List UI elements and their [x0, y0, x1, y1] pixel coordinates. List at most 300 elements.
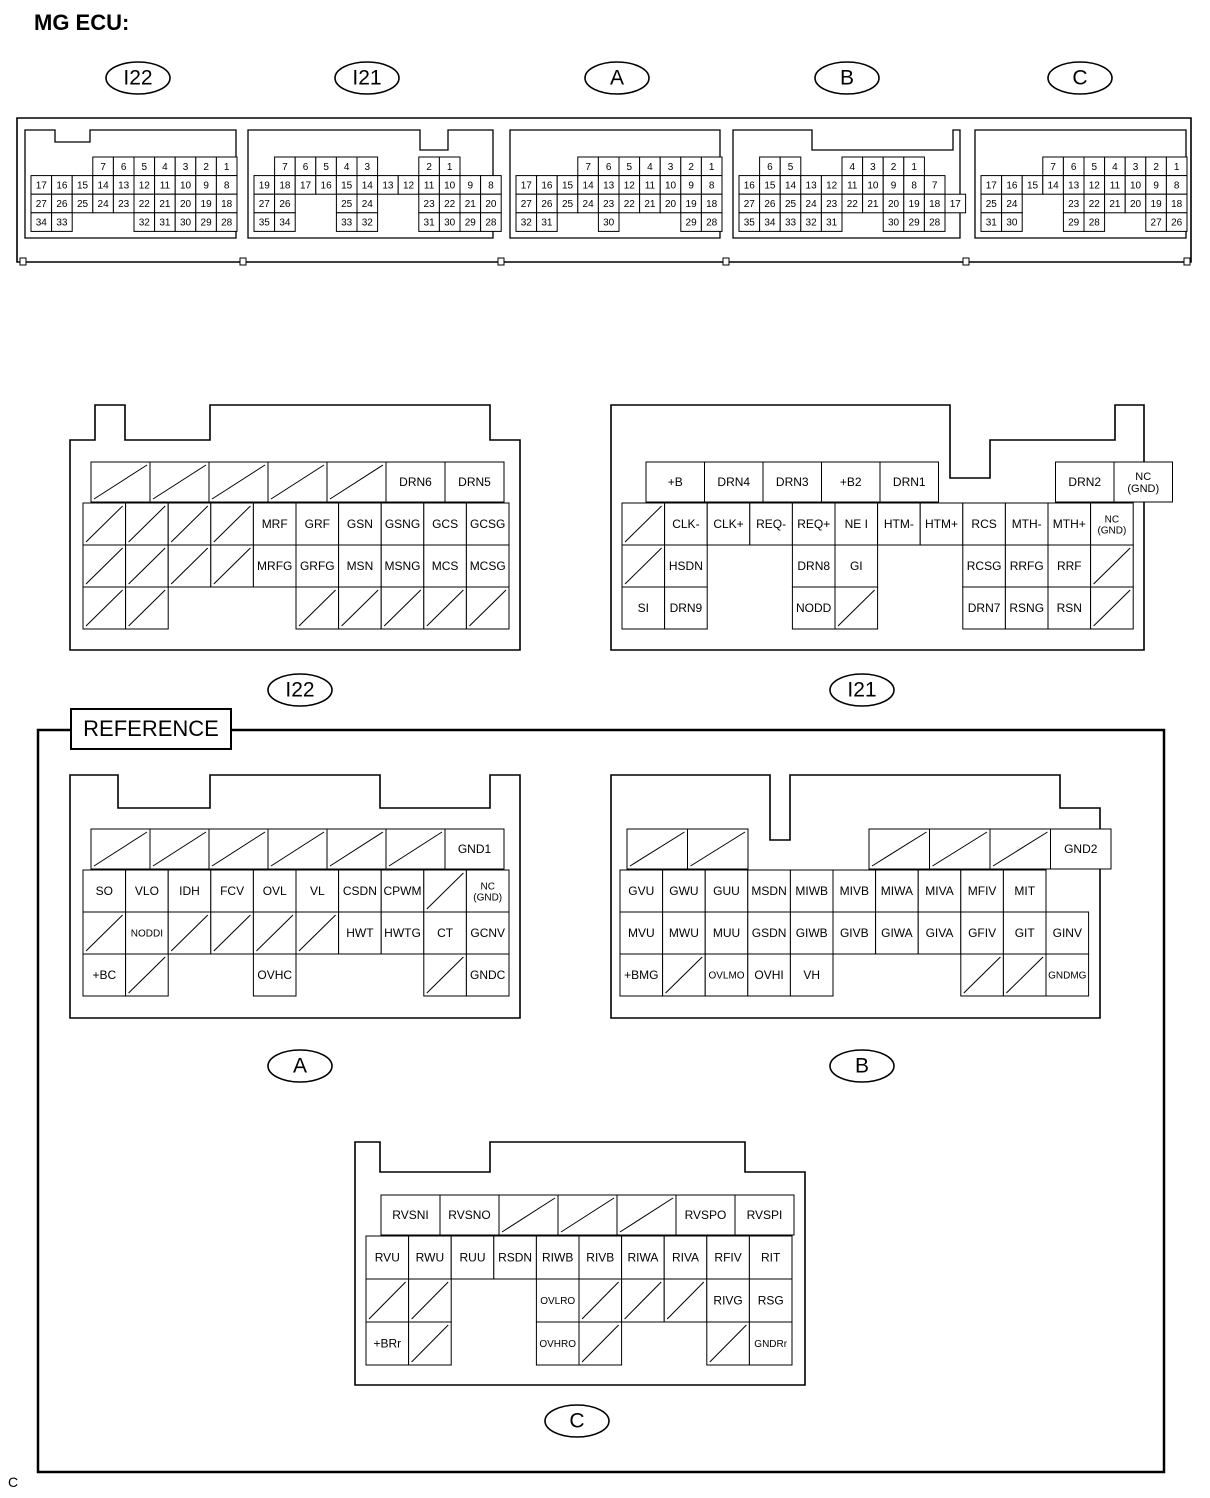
pin-number: [175, 194, 196, 213]
pin-label: 28: [706, 217, 718, 229]
pin-cell: [409, 1279, 452, 1322]
pin-label: GRF: [304, 517, 330, 532]
pin-cell: [424, 587, 467, 629]
label-i22: [106, 62, 170, 94]
pin-cell: [579, 1279, 622, 1322]
pin-cell: [620, 912, 663, 954]
pin-label: 20: [485, 199, 497, 211]
pin-label: 28: [1088, 217, 1100, 229]
pin-label: 3: [182, 161, 189, 173]
pin-number: [134, 157, 155, 176]
pin-cell: [622, 545, 665, 587]
pin-number: [357, 176, 378, 195]
pin-cell: [168, 545, 211, 587]
pin-label: 11: [423, 180, 435, 192]
pin-label: 6: [302, 161, 309, 173]
pin-label: OVLMO: [708, 970, 745, 982]
pin-cell: [930, 829, 991, 869]
pin-number: [336, 194, 357, 213]
pin-label: 10: [444, 180, 456, 192]
pin-cell: [579, 1322, 622, 1365]
pin-cell: [1005, 587, 1048, 629]
pin-label: 11: [159, 180, 171, 192]
pin-label: RSDN: [498, 1250, 533, 1265]
pin-label: 20: [179, 199, 192, 211]
pin-label: 23: [826, 199, 838, 211]
pin-label: OVLRO: [540, 1296, 576, 1308]
pin-cell: [126, 954, 169, 996]
pin-cell: [1056, 462, 1115, 502]
pin-label: NC (GND): [473, 881, 503, 904]
pin-number: [619, 176, 640, 195]
pin-label: RIVA: [671, 1250, 700, 1265]
pin-number: [336, 176, 357, 195]
pin-label: 17: [520, 180, 532, 192]
pin-number: [701, 157, 722, 176]
pin-label: MSNG: [384, 559, 421, 574]
pin-cell: [466, 503, 509, 545]
pin-label: 16: [541, 180, 553, 192]
pin-number: [681, 213, 702, 232]
pin-label: MFIV: [967, 884, 997, 899]
pin-cell: [466, 545, 509, 587]
pin-label: 25: [341, 199, 353, 211]
pin-cell: [381, 503, 424, 545]
pin-label: 18: [929, 199, 941, 211]
pin-cell: [466, 870, 509, 912]
pin-label: 4: [343, 161, 350, 173]
pin-label: CPWM: [383, 884, 422, 899]
pin-label: 30: [603, 217, 615, 229]
pin-number: [660, 176, 681, 195]
pin-label: MIVB: [839, 884, 869, 899]
pin-label: 13: [382, 180, 394, 192]
pin-cell: [499, 1195, 558, 1235]
pin-cell: [663, 912, 706, 954]
pin-number: [419, 157, 440, 176]
pin-label: 20: [1129, 199, 1142, 211]
pin-label: GVU: [628, 884, 655, 899]
pin-label: 4: [647, 161, 653, 173]
pin-number: [619, 157, 640, 176]
pin-cell: [466, 912, 509, 954]
pin-label: MVU: [627, 926, 655, 941]
pin-label: 12: [623, 180, 635, 192]
pin-cell: [835, 545, 878, 587]
pin-cell: [920, 503, 963, 545]
pin-number: [113, 176, 134, 195]
pin-cell: [150, 462, 209, 502]
pin-number: [981, 213, 1002, 232]
pin-cell: [424, 870, 467, 912]
pin-number: [924, 176, 945, 195]
pin-cell: [961, 912, 1004, 954]
detail-i22: [70, 405, 520, 706]
pin-label: 3: [364, 161, 371, 173]
pin-label: HWT: [346, 926, 374, 941]
pin-cell: [296, 587, 339, 629]
pin-cell: [664, 1236, 707, 1279]
pin-number: [254, 194, 275, 213]
pin-number: [357, 213, 378, 232]
connector-id: I22: [123, 66, 153, 90]
pin-label: 8: [708, 180, 715, 192]
pin-label: OVHI: [754, 968, 784, 983]
pin-label: 19: [200, 199, 212, 211]
pin-cell: [792, 545, 835, 587]
pin-number: [842, 194, 863, 213]
pin-cell: [296, 545, 339, 587]
pin-label: 5: [141, 161, 148, 173]
pin-label: DRN9: [669, 601, 703, 616]
pin-number: [821, 213, 842, 232]
pin-cell: [1005, 503, 1048, 545]
pin-cell: [126, 545, 169, 587]
pin-cell: [1091, 503, 1134, 545]
pin-label: RVSNI: [392, 1208, 429, 1223]
pin-cell: [424, 954, 467, 996]
pin-label: 10: [1129, 180, 1142, 192]
pin-cell: [536, 1236, 579, 1279]
pin-label: GIT: [1014, 926, 1035, 941]
pin-label: 30: [1006, 217, 1018, 229]
pin-label: MTH+: [1052, 517, 1086, 532]
pin-label: GSNG: [384, 517, 421, 532]
label-b: [815, 62, 879, 94]
pin-number: [134, 176, 155, 195]
pin-label: 1: [446, 161, 453, 173]
pin-number: [481, 213, 502, 232]
pin-label: +BC: [92, 968, 117, 983]
pin-label: 11: [1109, 180, 1121, 192]
pin-number: [31, 176, 52, 195]
pin-label: 28: [221, 217, 233, 229]
pin-label: 29: [200, 217, 212, 229]
pin-number: [1002, 176, 1023, 195]
pin-cell: [622, 587, 665, 629]
pin-number: [460, 176, 481, 195]
top-connector-a: [510, 130, 722, 238]
pin-cell: [339, 503, 382, 545]
pin-number: [739, 194, 760, 213]
pin-cell: [424, 545, 467, 587]
pin-label: 29: [1068, 217, 1080, 229]
pin-number: [945, 194, 966, 213]
pin-label: 20: [664, 199, 677, 211]
pin-cell: [880, 462, 939, 502]
pin-label: 20: [887, 199, 900, 211]
pin-label: 25: [784, 199, 797, 211]
pin-number: [537, 213, 558, 232]
pin-label: RIVB: [586, 1250, 615, 1265]
pin-label: 27: [1150, 217, 1162, 229]
pin-number: [701, 176, 722, 195]
pin-cell: [381, 1195, 440, 1235]
pin-label: VLO: [134, 884, 159, 899]
pin-label: 16: [320, 180, 332, 192]
pin-number: [419, 213, 440, 232]
connector-label-a: [268, 1050, 332, 1082]
pin-label: MIWA: [880, 884, 914, 899]
connector-id: I21: [847, 678, 877, 702]
pin-cell: [386, 829, 445, 869]
pin-label: 15: [1026, 180, 1039, 192]
pin-label: 29: [464, 217, 476, 229]
pin-label: 32: [138, 217, 150, 229]
pin-number: [1105, 176, 1126, 195]
pin-number: [537, 194, 558, 213]
pin-number: [52, 176, 73, 195]
pin-label: RIT: [761, 1250, 781, 1265]
pin-label: VL: [309, 884, 325, 899]
pin-label: GCNV: [470, 926, 506, 941]
pin-label: 31: [423, 217, 435, 229]
pin-cell: [381, 587, 424, 629]
pin-cell: [622, 503, 665, 545]
pin-cell: [381, 912, 424, 954]
pin-label: 7: [931, 180, 938, 192]
pin-number: [216, 213, 237, 232]
pin-label: 18: [1171, 199, 1183, 211]
pin-label: 17: [35, 180, 47, 192]
pin-label: DRN6: [399, 475, 432, 490]
pin-cell: [536, 1322, 579, 1365]
pin-label: RRFG: [1009, 559, 1044, 574]
pin-label: 9: [890, 180, 897, 192]
pin-cell: [536, 1279, 579, 1322]
pin-label: RIWB: [542, 1250, 574, 1265]
pin-number: [1084, 157, 1105, 176]
pin-cell: [1048, 587, 1091, 629]
pin-label: 6: [120, 161, 127, 173]
pin-cell: [688, 829, 749, 869]
pin-label: 14: [582, 180, 594, 192]
pin-number: [275, 213, 296, 232]
pin-number: [842, 157, 863, 176]
pin-cell: [1114, 462, 1173, 502]
pin-number: [760, 157, 781, 176]
pin-number: [883, 213, 904, 232]
pin-number: [175, 176, 196, 195]
pin-cell: [268, 462, 327, 502]
pin-label: 27: [35, 199, 47, 211]
pin-cell: [1091, 587, 1134, 629]
pin-label: 18: [221, 199, 233, 211]
pin-label: 25: [561, 199, 574, 211]
pin-label: OVHRO: [539, 1339, 577, 1351]
pin-label: 5: [323, 161, 329, 173]
pin-label: 17: [985, 180, 997, 192]
pin-label: 26: [764, 199, 776, 211]
pin-label: RVSPI: [746, 1208, 783, 1223]
pin-label: 23: [118, 199, 130, 211]
pin-number: [1125, 176, 1146, 195]
pin-cell: [663, 954, 706, 996]
pin-label: 12: [138, 180, 150, 192]
pin-number: [619, 194, 640, 213]
pin-number: [1063, 157, 1084, 176]
pin-label: 19: [1150, 199, 1162, 211]
pin-cell: [869, 829, 930, 869]
pin-cell: [835, 503, 878, 545]
pin-label: GCSG: [470, 517, 506, 532]
connector-id: I21: [352, 66, 382, 90]
pin-number: [537, 176, 558, 195]
connector-label-c: [545, 1405, 609, 1437]
detail-i21: [611, 405, 1173, 706]
pin-label: 13: [118, 180, 130, 192]
connector-label-b: [830, 1050, 894, 1082]
pin-number: [801, 194, 822, 213]
pin-number: [883, 157, 904, 176]
pin-label: 32: [520, 217, 532, 229]
pin-label: 29: [908, 217, 920, 229]
pin-label: +BRr: [373, 1336, 402, 1351]
pin-number: [1105, 194, 1126, 213]
pin-number: [598, 194, 619, 213]
detail-c: [355, 1142, 805, 1437]
pin-label: GIWB: [795, 926, 828, 941]
pin-label: 24: [97, 199, 109, 211]
pin-cell: [707, 503, 750, 545]
pin-label: 3: [870, 161, 876, 173]
pin-number: [254, 213, 275, 232]
pin-label: 16: [1006, 180, 1018, 192]
pin-label: RSN: [1056, 601, 1082, 616]
pin-number: [760, 213, 781, 232]
pin-label: 17: [299, 180, 312, 192]
pin-number: [1166, 157, 1187, 176]
pin-cell: [466, 587, 509, 629]
pin-label: 4: [162, 161, 168, 173]
pin-label: NODDI: [130, 928, 164, 940]
connector-id: A: [292, 1054, 308, 1078]
pin-cell: [963, 587, 1006, 629]
pin-label: DRN7: [967, 601, 1001, 616]
pin-label: 3: [1132, 161, 1139, 173]
pin-label: 12: [402, 180, 415, 192]
pin-cell: [792, 587, 835, 629]
pin-label: 6: [767, 161, 773, 173]
pin-number: [275, 157, 296, 176]
pin-label: 14: [97, 180, 109, 192]
pin-cell: [253, 503, 296, 545]
pin-number: [1125, 194, 1146, 213]
pin-cell: [1048, 503, 1091, 545]
pin-cell: [1091, 545, 1134, 587]
pin-label: 2: [203, 161, 209, 173]
pin-number: [1043, 176, 1064, 195]
pin-cell: [253, 545, 296, 587]
pin-cell: [211, 545, 254, 587]
figure-code: C: [8, 1474, 19, 1490]
pin-label: +B2: [839, 475, 862, 490]
pin-cell: [327, 829, 386, 869]
pin-label: RIVG: [713, 1293, 743, 1308]
pin-cell: [1048, 545, 1091, 587]
pin-number: [739, 213, 760, 232]
pin-label: 21: [159, 199, 171, 211]
pin-cell: [622, 1279, 665, 1322]
pin-label: 8: [488, 180, 494, 192]
pin-label: 6: [605, 161, 612, 173]
pin-label: RIWA: [627, 1250, 659, 1265]
pin-label: RVU: [374, 1250, 400, 1265]
pin-label: 24: [361, 199, 373, 211]
pin-label: 13: [603, 180, 615, 192]
pin-cell: [327, 462, 386, 502]
pin-cell: [1051, 829, 1112, 869]
pin-number: [1146, 194, 1167, 213]
pin-cell: [150, 829, 209, 869]
pin-label: 14: [784, 180, 797, 192]
pin-number: [516, 194, 537, 213]
pin-label: 4: [1112, 161, 1118, 173]
pin-number: [660, 157, 681, 176]
pin-label: 26: [56, 199, 68, 211]
pin-label: MCS: [431, 559, 459, 574]
pin-number: [1002, 213, 1023, 232]
connector-id: I22: [285, 678, 315, 702]
pin-label: GNDC: [470, 968, 506, 983]
label-a: [585, 62, 649, 94]
pin-label: 13: [805, 180, 817, 192]
pin-cell: [466, 954, 509, 996]
pin-number: [134, 194, 155, 213]
pin-number: [557, 176, 578, 195]
pin-label: 28: [485, 217, 497, 229]
pin-number: [1166, 176, 1187, 195]
pin-number: [863, 194, 884, 213]
pin-cell: [735, 1195, 794, 1235]
pin-cell: [620, 954, 663, 996]
pin-number: [821, 194, 842, 213]
pin-label: 34: [279, 217, 291, 229]
pin-label: +BMG: [624, 968, 659, 983]
pin-cell: [833, 912, 876, 954]
pin-cell: [339, 870, 382, 912]
pin-label: RVSNO: [448, 1208, 491, 1223]
pin-label: 19: [908, 199, 920, 211]
pin-label: 15: [341, 180, 353, 192]
pin-label: RCSG: [966, 559, 1002, 574]
pin-label: 25: [76, 199, 89, 211]
pin-label: GCS: [432, 517, 459, 532]
pin-cell: [961, 870, 1004, 912]
pin-label: CLK-: [672, 517, 700, 532]
pin-number: [439, 157, 460, 176]
pin-cell: [381, 870, 424, 912]
pin-label: DRN5: [458, 475, 491, 490]
pin-label: 30: [887, 217, 900, 229]
top-labels: [106, 62, 1112, 94]
pin-number: [196, 194, 217, 213]
pin-label: REQ-: [756, 517, 787, 532]
pin-cell: [83, 545, 126, 587]
pin-label: GINV: [1052, 926, 1082, 941]
pin-label: 2: [688, 161, 694, 173]
pin-cell: [790, 870, 833, 912]
pin-label: RSNG: [1009, 601, 1045, 616]
pin-number: [295, 157, 316, 176]
pin-cell: [209, 462, 268, 502]
pin-label: 1: [708, 161, 715, 173]
pin-cell: [664, 1279, 707, 1322]
pin-cell: [876, 870, 919, 912]
pin-label: MSDN: [751, 884, 787, 899]
pin-label: 2: [890, 161, 897, 173]
pin-number: [93, 176, 114, 195]
